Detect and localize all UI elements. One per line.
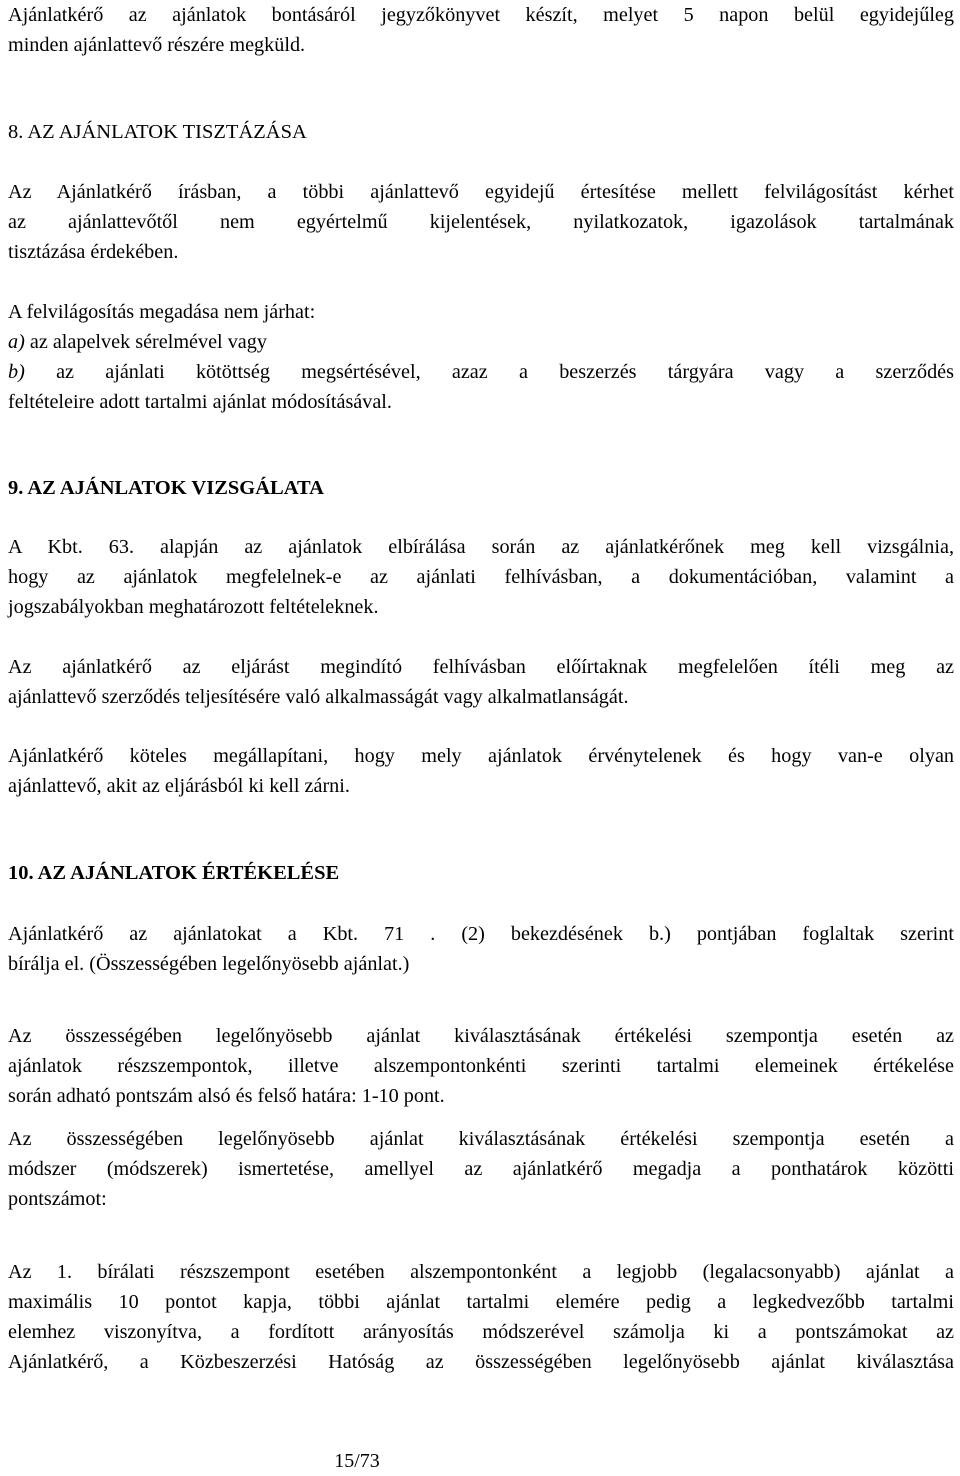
intro-paragraph — [8, 0, 954, 60]
text-line: ajánlatok részszempontok, illetve alszempontonkénti szerinti tartalmi elemeinek értékelése — [8, 1055, 954, 1077]
text-line: módszer (módszerek) ismertetése, amellyel az ajánlatkérő megadja a ponthatárok közötti — [8, 1158, 954, 1180]
text-line: A Kbt. 63. alapján az ajánlatok elbírálása során az ajánlatkérőnek meg kell vizsgálnia, — [8, 536, 954, 558]
section-8-heading: 8. AZ AJÁNLATOK TISZTÁZÁSA — [8, 121, 307, 143]
text-line: ajánlattevő szerződés teljesítésére való alkalmasságát vagy alkalmatlanságát. — [8, 686, 629, 708]
page-footer — [0, 1446, 960, 1476]
text-line: Az ajánlatkérő az eljárást megindító felhívásban előírtaknak megfelelően ítéli meg az — [8, 656, 954, 678]
text-line: elemhez viszonyítva, a fordított arányosítás módszerével számolja ki a pontszámokat az — [8, 1321, 954, 1343]
text-line: Az Ajánlatkérő írásban, a többi ajánlattevő egyidejű értesítése mellett felvilágosítást kérhet — [8, 181, 954, 203]
text-line: tisztázása érdekében. — [8, 241, 179, 263]
section-8-paragraph-1 — [8, 177, 954, 267]
text-line: ajánlattevő, akit az eljárásból ki kell zárni. — [8, 775, 350, 797]
page-number: 15/73 — [334, 1450, 380, 1472]
text-line: Az összességében legelőnyösebb ajánlat kiválasztásának értékelési szempontja esetén a — [8, 1128, 954, 1150]
text-line: során adható pontszám alsó és felső határa: 1-10 pont. — [8, 1085, 445, 1107]
list-marker: b) — [8, 361, 25, 383]
section-9-paragraph-3 — [8, 741, 954, 801]
list-marker: a) — [8, 331, 25, 353]
text-line: maximális 10 pontot kapja, többi ajánlat tartalmi elemére pedig a legkedvezőbb tartalmi — [8, 1291, 954, 1313]
section-10-paragraph-2 — [8, 1021, 954, 1111]
section-10-paragraph-4 — [8, 1257, 954, 1377]
text-line: Ajánlatkérő, a Közbeszerzési Hatóság az összességében legelőnyösebb ajánlat kiválasztása — [8, 1351, 954, 1373]
section-9-paragraph-2 — [8, 652, 954, 712]
text-line: Ajánlatkérő köteles megállapítani, hogy mely ajánlatok érvénytelenek és hogy van-e olyan — [8, 745, 954, 767]
text-line: feltételeire adott tartalmi ajánlat módosításával. — [8, 391, 392, 413]
section-9-heading: 9. AZ AJÁNLATOK VIZSGÁLATA — [8, 477, 324, 499]
text-line: hogy az ajánlatok megfelelnek-e az ajánlati felhívásban, a dokumentációban, valamint a — [8, 566, 954, 588]
section-10-paragraph-1 — [8, 919, 954, 979]
list-item-text: az ajánlati kötöttség megsértésével, azaz a beszerzés tárgyára vagy a szerződés — [24, 361, 954, 383]
list-item-a — [8, 327, 954, 357]
text-line: Az összességében legelőnyösebb ajánlat kiválasztásának értékelési szempontja esetén az — [8, 1025, 954, 1047]
text-line: minden ajánlattevő részére megküld. — [8, 34, 306, 56]
text-line: Ajánlatkérő az ajánlatok bontásáról jegyzőkönyvet készít, melyet 5 napon belül egyidejűleg — [8, 4, 954, 26]
list-item-b — [8, 357, 954, 387]
section-9-paragraph-1 — [8, 532, 954, 622]
section-10-paragraph-3 — [8, 1124, 954, 1214]
section-8-paragraph-2 — [8, 297, 954, 417]
text-line: bírálja el. (Összességében legelőnyösebb ajánlat.) — [8, 953, 410, 975]
text-line: jogszabályokban meghatározott feltételeknek. — [8, 596, 379, 618]
text-line: pontszámot: — [8, 1188, 107, 1210]
section-10-heading: 10. AZ AJÁNLATOK ÉRTÉKELÉSE — [8, 862, 340, 884]
text-line: A felvilágosítás megadása nem járhat: — [8, 301, 316, 323]
text-line: Az 1. bírálati részszempont esetében alszempontonként a legjobb (legalacsonyabb) ajánlat a — [8, 1261, 954, 1283]
text-line: Ajánlatkérő az ajánlatokat a Kbt. 71 . (2) bekezdésének b.) pontjában foglaltak szerint — [8, 923, 954, 945]
list-item-text: az alapelvek sérelmével vagy — [24, 331, 267, 353]
text-line: az ajánlattevőtől nem egyértelmű kijelentések, nyilatkozatok, igazolások tartalmának — [8, 211, 954, 233]
